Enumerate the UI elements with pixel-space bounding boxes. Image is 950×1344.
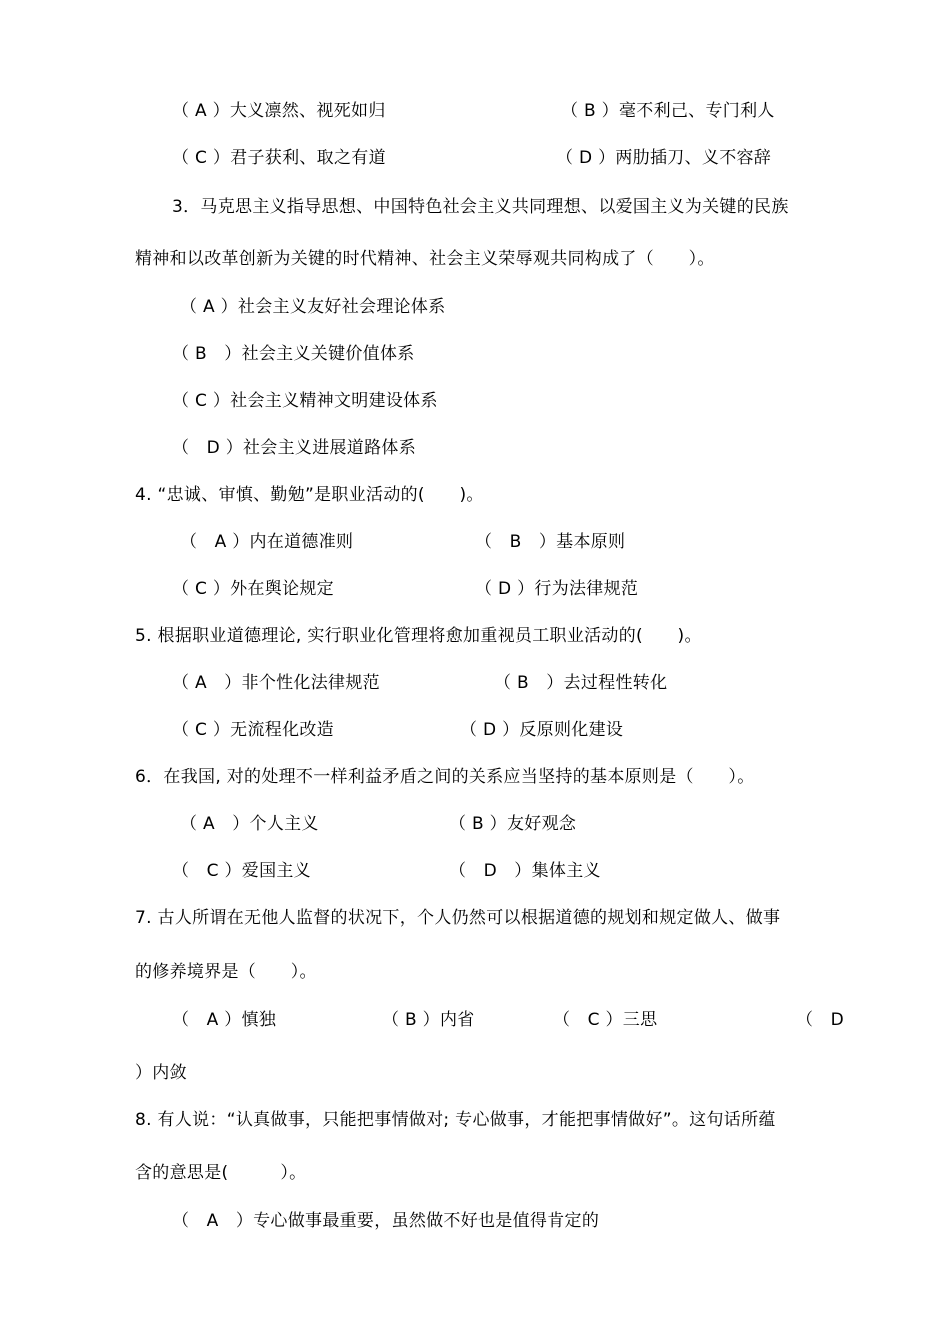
q7-line2: 的修养境界是（ ）。 [135, 962, 317, 982]
q7-opt-d-close: ）内敛 [135, 1063, 187, 1083]
q2-opt-c: （ C ）君子获利、取之有道 [172, 148, 386, 168]
q4-opt-a: （ A ）内在道德准则 [180, 532, 354, 552]
q3-opt-b: （ B ）社会主义关键价值体系 [172, 344, 415, 364]
q7-opt-c: （ C ）三思 [553, 1010, 658, 1030]
q3-opt-d: （ D ）社会主义进展道路体系 [172, 438, 416, 458]
q6-opt-d: （ D ）集体主义 [449, 861, 601, 881]
q2-opt-a: （ A ）大义凛然、视死如归 [172, 101, 386, 121]
q5-opt-b: （ B ）去过程性转化 [494, 673, 668, 693]
q3-opt-a: （ A ）社会主义友好社会理论体系 [180, 297, 446, 317]
q7-line1: 7. 古人所谓在无他人监督的状况下，个人仍然可以根据道德的规划和规定做人、做事 [135, 908, 781, 928]
q7-opt-d-open: （ D [796, 1010, 844, 1030]
q3-line1: 3．马克思主义指导思想、中国特色社会主义共同理想、以爱国主义为关键的民族 [172, 197, 789, 217]
q8-line2: 含的意思是( ）。 [135, 1163, 307, 1183]
q7-opt-b: （ B ）内省 [382, 1010, 475, 1030]
q2-opt-d: （ D ）两肋插刀、义不容辞 [556, 148, 772, 168]
q6-opt-b: （ B ）友好观念 [449, 814, 577, 834]
q4-line1: 4. “忠诚、审慎、勤勉”是职业活动的( )。 [135, 485, 484, 505]
q5-line1: 5. 根据职业道德理论, 实行职业化管理将愈加重视员工职业活动的( )。 [135, 626, 702, 646]
q2-opt-b: （ B ）毫不利己、专门利人 [561, 101, 775, 121]
q4-opt-d: （ D ）行为法律规范 [475, 579, 639, 599]
q6-opt-a: （ A ）个人主义 [180, 814, 319, 834]
q8-opt-a: （ A ）专心做事最重要，虽然做不好也是值得肯定的 [172, 1211, 600, 1231]
q6-line1: 6．在我国, 对的处理不一样利益矛盾之间的关系应当坚持的基本原则是（ ）。 [135, 767, 755, 787]
q4-opt-b: （ B ）基本原则 [475, 532, 626, 552]
q7-opt-a: （ A ）慎独 [172, 1010, 277, 1030]
q6-opt-c: （ C ）爱国主义 [172, 861, 311, 881]
q5-opt-d: （ D ）反原则化建设 [460, 720, 624, 740]
q5-opt-a: （ A ）非个性化法律规范 [172, 673, 380, 693]
q5-opt-c: （ C ）无流程化改造 [172, 720, 334, 740]
q4-opt-c: （ C ）外在舆论规定 [172, 579, 334, 599]
q3-line2: 精神和以改革创新为关键的时代精神、社会主义荣辱观共同构成了（ ）。 [135, 249, 715, 269]
q8-line1: 8. 有人说：“认真做事，只能把事情做对; 专心做事，才能把事情做好”。这句话所蕴 [135, 1110, 776, 1130]
q3-opt-c: （ C ）社会主义精神文明建设体系 [172, 391, 438, 411]
